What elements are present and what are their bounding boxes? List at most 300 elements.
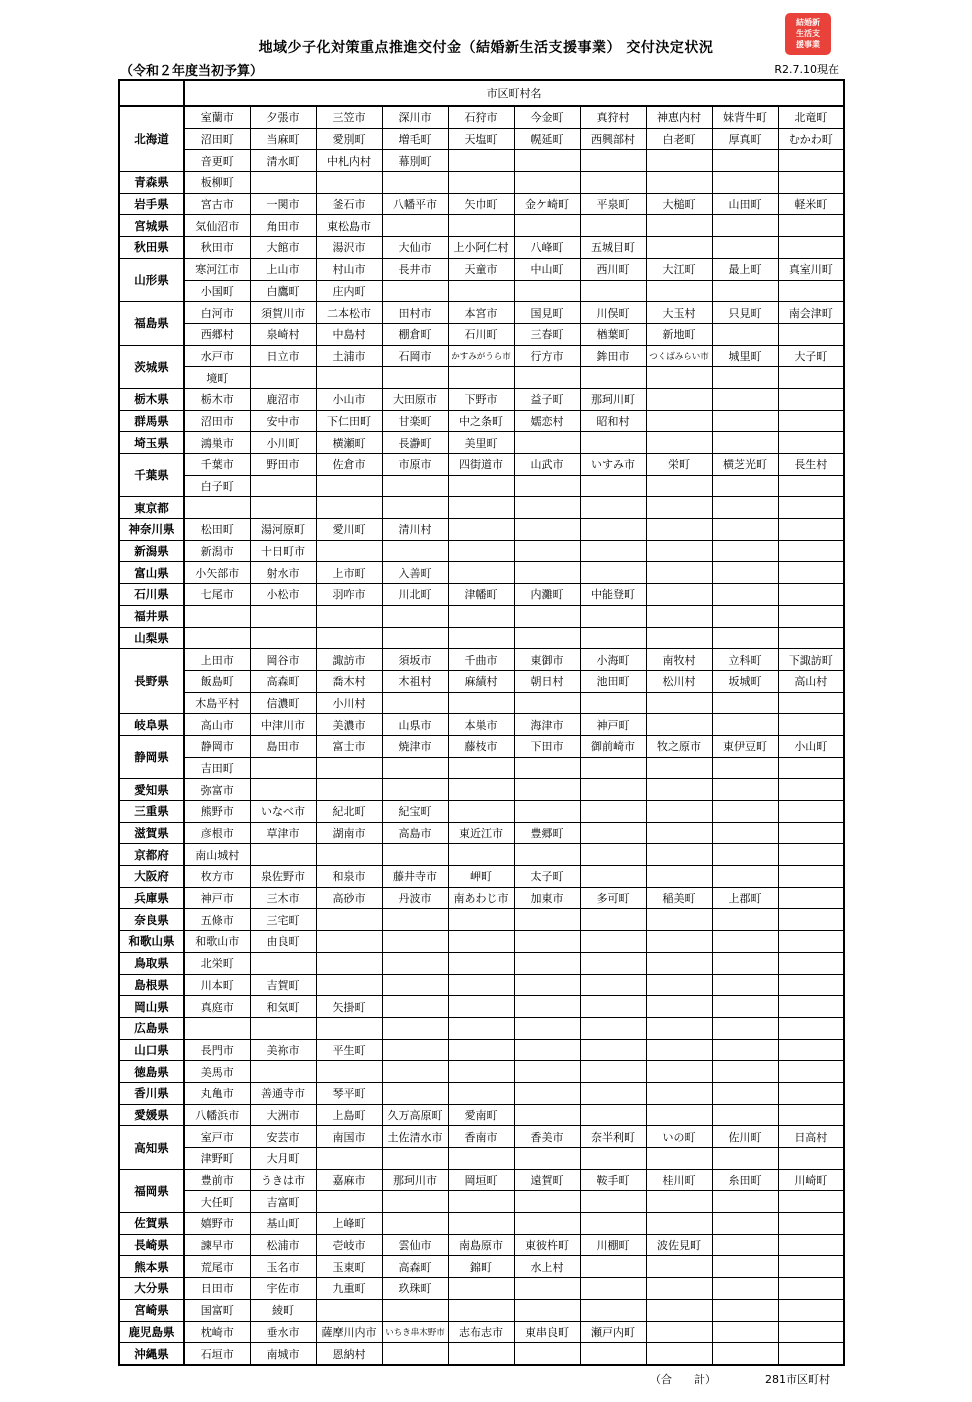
municipality-cell: 東串良町 — [514, 1321, 580, 1343]
municipality-cell: 上郡町 — [712, 887, 778, 909]
municipality-cell — [778, 584, 844, 606]
table-row — [119, 735, 844, 757]
municipality-cell — [712, 410, 778, 432]
municipality-cell: 基山町 — [250, 1213, 316, 1235]
prefecture-name: 長崎県 — [119, 1234, 184, 1256]
municipality-cell — [514, 519, 580, 541]
municipality-cell — [514, 1082, 580, 1104]
municipality-cell: 吉賀町 — [250, 974, 316, 996]
municipality-cell — [448, 1343, 514, 1365]
municipality-cell: 羽咋市 — [316, 584, 382, 606]
prefecture-name: 愛媛県 — [119, 1104, 184, 1126]
municipality-cell: 多可町 — [580, 887, 646, 909]
municipality-cell — [382, 605, 448, 627]
municipality-cell: 愛川町 — [316, 519, 382, 541]
municipality-cell: 沼田市 — [184, 410, 250, 432]
municipality-cell: 岡垣町 — [448, 1169, 514, 1191]
municipality-cell: 牧之原市 — [646, 735, 712, 757]
municipality-cell: 糸田町 — [712, 1169, 778, 1191]
prefecture-name: 兵庫県 — [119, 887, 184, 909]
stamp-line: 結婚新 — [796, 18, 820, 27]
municipality-cell: 水上村 — [514, 1256, 580, 1278]
as-of-date: R2.7.10現在 — [774, 63, 839, 76]
municipality-cell: 日高村 — [778, 1126, 844, 1148]
municipality-cell — [646, 410, 712, 432]
municipality-cell — [250, 779, 316, 801]
municipality-cell — [646, 1148, 712, 1170]
municipality-cell — [382, 779, 448, 801]
municipality-cell: 波佐見町 — [646, 1234, 712, 1256]
municipality-cell: 川棚町 — [580, 1234, 646, 1256]
document-title: 地域少子化対策重点推進交付金（結婚新生活支援事業） 交付決定状況 — [258, 40, 714, 56]
table-row — [119, 150, 844, 172]
municipality-cell — [778, 714, 844, 736]
municipality-cell — [448, 627, 514, 649]
municipality-cell: 音更町 — [184, 150, 250, 172]
municipality-cell: 一関市 — [250, 193, 316, 215]
municipality-cell — [448, 931, 514, 953]
municipality-cell — [316, 1061, 382, 1083]
municipality-cell — [646, 388, 712, 410]
municipality-cell — [382, 1191, 448, 1213]
municipality-cell — [712, 432, 778, 454]
municipality-cell: 愛南町 — [448, 1104, 514, 1126]
municipality-cell — [316, 172, 382, 194]
municipality-cell — [250, 1017, 316, 1039]
table-row — [119, 172, 844, 194]
municipality-cell: 藤枝市 — [448, 735, 514, 757]
municipality-cell — [448, 692, 514, 714]
municipality-cell — [646, 801, 712, 823]
municipality-cell: 本巣市 — [448, 714, 514, 736]
municipality-cell: 朝日村 — [514, 670, 580, 692]
municipality-cell: 玖珠町 — [382, 1278, 448, 1300]
municipality-cell: 佐川町 — [712, 1126, 778, 1148]
municipality-cell: 国富町 — [184, 1299, 250, 1321]
municipality-cell — [382, 367, 448, 389]
municipality-cell — [250, 475, 316, 497]
municipality-cell: 南国市 — [316, 1126, 382, 1148]
municipality-cell — [778, 237, 844, 259]
municipality-cell: 長門市 — [184, 1039, 250, 1061]
municipality-cell — [646, 952, 712, 974]
municipality-cell — [448, 475, 514, 497]
municipality-cell — [712, 931, 778, 953]
municipality-cell — [316, 1148, 382, 1170]
municipality-cell: 最上町 — [712, 258, 778, 280]
prefecture-name: 埼玉県 — [119, 432, 184, 454]
municipality-cell — [580, 974, 646, 996]
prefecture-name: 京都府 — [119, 844, 184, 866]
municipality-cell: 志布志市 — [448, 1321, 514, 1343]
municipality-cell: 新潟市 — [184, 540, 250, 562]
municipality-cell: 増毛町 — [382, 128, 448, 150]
municipality-cell: 南島原市 — [448, 1234, 514, 1256]
municipality-cell: 田村市 — [382, 302, 448, 324]
municipality-cell — [316, 497, 382, 519]
municipality-cell — [514, 779, 580, 801]
table-row — [119, 1234, 844, 1256]
municipality-cell — [184, 497, 250, 519]
municipality-cell — [580, 931, 646, 953]
municipality-cell — [580, 1061, 646, 1083]
prefecture-name: 北海道 — [119, 106, 184, 172]
municipality-cell: 壱岐市 — [316, 1234, 382, 1256]
municipality-cell — [448, 757, 514, 779]
municipality-cell — [712, 1104, 778, 1126]
municipality-cell — [646, 692, 712, 714]
municipality-cell — [382, 757, 448, 779]
municipality-cell — [580, 1039, 646, 1061]
municipality-cell — [382, 692, 448, 714]
municipality-cell: 瀬戸内町 — [580, 1321, 646, 1343]
municipality-cell — [316, 974, 382, 996]
municipality-cell: 恩納村 — [316, 1343, 382, 1365]
municipality-cell: 射水市 — [250, 562, 316, 584]
municipality-cell: 釜石市 — [316, 193, 382, 215]
prefecture-name: 福島県 — [119, 302, 184, 345]
municipality-cell — [646, 1299, 712, 1321]
municipality-cell — [316, 540, 382, 562]
municipality-cell — [448, 367, 514, 389]
municipality-cell: 雲仙市 — [382, 1234, 448, 1256]
municipality-cell — [580, 280, 646, 302]
municipality-cell — [580, 540, 646, 562]
municipality-cell: 湯河原町 — [250, 519, 316, 541]
municipality-cell: 枚方市 — [184, 866, 250, 888]
municipality-cell: 入善町 — [382, 562, 448, 584]
municipality-cell — [514, 1061, 580, 1083]
municipality-cell — [514, 627, 580, 649]
municipality-cell — [250, 844, 316, 866]
municipality-cell: 川本町 — [184, 974, 250, 996]
stamp-line: 生活支 — [796, 29, 820, 38]
municipality-cell — [646, 996, 712, 1018]
municipality-cell: 益子町 — [514, 388, 580, 410]
municipality-cell: 沼田町 — [184, 128, 250, 150]
municipality-cell — [448, 1082, 514, 1104]
budget-subtitle: （令和２年度当初予算） — [120, 64, 264, 79]
municipality-cell — [646, 367, 712, 389]
municipality-cell: 東近江市 — [448, 822, 514, 844]
municipality-cell: 南牧村 — [646, 649, 712, 671]
prefecture-name: 千葉県 — [119, 454, 184, 497]
municipality-cell: 松田町 — [184, 519, 250, 541]
table-row — [119, 106, 844, 128]
municipality-cell — [580, 519, 646, 541]
municipality-cell: 三笠市 — [316, 106, 382, 128]
municipality-cell — [382, 1299, 448, 1321]
municipality-cell — [184, 627, 250, 649]
municipality-cell — [646, 215, 712, 237]
table-row — [119, 519, 844, 541]
table-row — [119, 779, 844, 801]
table-row — [119, 540, 844, 562]
municipality-cell: 上田市 — [184, 649, 250, 671]
municipality-cell: 七尾市 — [184, 584, 250, 606]
municipality-cell — [184, 1017, 250, 1039]
municipality-cell: 木祖村 — [382, 670, 448, 692]
municipality-cell — [382, 1343, 448, 1365]
municipality-cell: 彦根市 — [184, 822, 250, 844]
municipality-cell — [646, 1191, 712, 1213]
municipality-cell: 富士市 — [316, 735, 382, 757]
municipality-cell — [382, 952, 448, 974]
municipality-cell — [778, 952, 844, 974]
municipality-cell — [646, 714, 712, 736]
municipality-cell: 三木市 — [250, 887, 316, 909]
municipality-cell — [514, 952, 580, 974]
table-row — [119, 931, 844, 953]
municipality-cell — [646, 931, 712, 953]
municipality-cell: 諏訪市 — [316, 649, 382, 671]
municipality-cell — [514, 1343, 580, 1365]
table-row — [119, 866, 844, 888]
table-row — [119, 844, 844, 866]
municipality-cell — [712, 605, 778, 627]
municipality-cell: 真狩村 — [580, 106, 646, 128]
municipality-cell — [778, 757, 844, 779]
municipality-cell: 室戸市 — [184, 1126, 250, 1148]
municipality-cell — [448, 844, 514, 866]
municipality-cell — [778, 1234, 844, 1256]
table-row — [119, 1082, 844, 1104]
municipality-cell: 加東市 — [514, 887, 580, 909]
municipality-cell: 上山市 — [250, 258, 316, 280]
municipality-cell: 嬉野市 — [184, 1213, 250, 1235]
municipality-cell: 東伊豆町 — [712, 735, 778, 757]
municipality-cell — [712, 237, 778, 259]
municipality-cell — [646, 1039, 712, 1061]
municipality-cell — [382, 1061, 448, 1083]
prefecture-name: 福岡県 — [119, 1169, 184, 1212]
municipality-cell: 東松島市 — [316, 215, 382, 237]
municipality-cell — [712, 779, 778, 801]
municipality-cell: 栃木市 — [184, 388, 250, 410]
prefecture-name: 鳥取県 — [119, 952, 184, 974]
municipality-cell — [514, 1039, 580, 1061]
municipality-cell: 善通寺市 — [250, 1082, 316, 1104]
municipality-cell: つくばみらい市 — [646, 345, 712, 367]
municipality-cell: 栄町 — [646, 454, 712, 476]
municipality-cell: 真室川町 — [778, 258, 844, 280]
municipality-cell: 玉東町 — [316, 1256, 382, 1278]
municipality-cell: 中山町 — [514, 258, 580, 280]
municipality-cell: 石垣市 — [184, 1343, 250, 1365]
municipality-cell — [646, 497, 712, 519]
municipality-cell: 幕別町 — [382, 150, 448, 172]
municipality-cell — [712, 475, 778, 497]
municipality-cell — [184, 605, 250, 627]
municipality-cell: 香美市 — [514, 1126, 580, 1148]
municipality-cell — [712, 1061, 778, 1083]
municipality-cell — [514, 692, 580, 714]
municipality-cell: 佐倉市 — [316, 454, 382, 476]
municipality-cell: 清水町 — [250, 150, 316, 172]
municipality-cell: 豊前市 — [184, 1169, 250, 1191]
municipality-cell: 長井市 — [382, 258, 448, 280]
municipality-cell: 五條市 — [184, 909, 250, 931]
municipality-cell: 川崎町 — [778, 1169, 844, 1191]
municipality-cell — [514, 844, 580, 866]
municipality-cell: 鞍手町 — [580, 1169, 646, 1191]
table-row — [119, 1299, 844, 1321]
municipality-cell: 太子町 — [514, 866, 580, 888]
municipality-cell — [448, 974, 514, 996]
table-row — [119, 497, 844, 519]
municipality-cell — [778, 1278, 844, 1300]
municipality-cell — [778, 844, 844, 866]
municipality-cell — [316, 844, 382, 866]
municipality-cell — [382, 996, 448, 1018]
municipality-cell — [646, 1278, 712, 1300]
municipality-cell — [646, 627, 712, 649]
municipality-cell — [250, 172, 316, 194]
municipality-cell — [448, 996, 514, 1018]
municipality-cell: 丹波市 — [382, 887, 448, 909]
municipality-cell: 八幡平市 — [382, 193, 448, 215]
table-row — [119, 1169, 844, 1191]
municipality-cell — [382, 172, 448, 194]
municipality-cell — [712, 562, 778, 584]
municipality-cell — [448, 1213, 514, 1235]
municipality-cell: 甘楽町 — [382, 410, 448, 432]
municipality-cell — [778, 280, 844, 302]
municipality-cell — [580, 1256, 646, 1278]
municipality-cell: 安中市 — [250, 410, 316, 432]
municipality-cell — [382, 1017, 448, 1039]
prefecture-name: 沖縄県 — [119, 1343, 184, 1365]
municipality-cell — [712, 1299, 778, 1321]
municipality-cell — [250, 627, 316, 649]
municipality-cell: 泉佐野市 — [250, 866, 316, 888]
prefecture-header — [119, 80, 184, 106]
municipality-cell — [514, 432, 580, 454]
municipality-cell: 市原市 — [382, 454, 448, 476]
municipality-cell: 北竜町 — [778, 106, 844, 128]
municipality-cell: 小山市 — [316, 388, 382, 410]
table-row — [119, 454, 844, 476]
municipality-cell: 角田市 — [250, 215, 316, 237]
table-row — [119, 258, 844, 280]
municipality-cell: 美祢市 — [250, 1039, 316, 1061]
municipality-cell: 小海町 — [580, 649, 646, 671]
municipality-cell: 高森町 — [250, 670, 316, 692]
municipality-cell — [646, 974, 712, 996]
municipality-cell — [778, 801, 844, 823]
municipality-cell: 妹背牛町 — [712, 106, 778, 128]
table-row — [119, 410, 844, 432]
municipality-cell — [778, 909, 844, 931]
municipality-cell: 諫早市 — [184, 1234, 250, 1256]
municipality-cell: 寒河江市 — [184, 258, 250, 280]
municipality-cell: 山武市 — [514, 454, 580, 476]
municipality-cell — [580, 1104, 646, 1126]
municipality-cell: 今金町 — [514, 106, 580, 128]
municipality-cell: 真庭市 — [184, 996, 250, 1018]
municipality-cell: 幌延町 — [514, 128, 580, 150]
prefecture-name: 富山県 — [119, 562, 184, 584]
municipality-cell: 中島村 — [316, 323, 382, 345]
municipality-cell — [712, 1039, 778, 1061]
municipality-cell — [778, 388, 844, 410]
municipality-cell: 飯島町 — [184, 670, 250, 692]
municipality-cell — [382, 540, 448, 562]
municipality-cell: 薩摩川内市 — [316, 1321, 382, 1343]
municipality-cell: 気仙沼市 — [184, 215, 250, 237]
municipality-cell — [448, 280, 514, 302]
municipality-cell — [712, 1148, 778, 1170]
table-row — [119, 1191, 844, 1213]
municipality-table — [118, 79, 845, 1366]
municipality-cell: 麻績村 — [448, 670, 514, 692]
municipality-cell — [448, 1061, 514, 1083]
municipality-cell — [580, 150, 646, 172]
table-row — [119, 670, 844, 692]
municipality-cell — [382, 1082, 448, 1104]
table-row — [119, 1343, 844, 1365]
municipality-cell: 上市町 — [316, 562, 382, 584]
municipality-cell — [778, 540, 844, 562]
municipality-cell — [382, 1148, 448, 1170]
prefecture-name: 山梨県 — [119, 627, 184, 649]
municipality-cell — [778, 887, 844, 909]
municipality-cell: 紀北町 — [316, 801, 382, 823]
municipality-cell: 四街道市 — [448, 454, 514, 476]
municipality-cell: 池田町 — [580, 670, 646, 692]
municipality-cell: 小山町 — [778, 735, 844, 757]
municipality-cell — [514, 215, 580, 237]
municipality-cell — [712, 280, 778, 302]
municipality-cell: 由良町 — [250, 931, 316, 953]
municipality-cell — [646, 779, 712, 801]
municipality-cell: 美濃市 — [316, 714, 382, 736]
municipality-cell — [712, 540, 778, 562]
municipality-cell — [448, 952, 514, 974]
municipality-cell: 厚真町 — [712, 128, 778, 150]
municipality-cell: 泉崎村 — [250, 323, 316, 345]
municipality-cell: 嘉麻市 — [316, 1169, 382, 1191]
municipality-cell: 大玉村 — [646, 302, 712, 324]
municipality-cell: 津野町 — [184, 1148, 250, 1170]
table-row — [119, 128, 844, 150]
municipality-cell: 大江町 — [646, 258, 712, 280]
prefecture-name: 岐阜県 — [119, 714, 184, 736]
municipality-cell: 平泉町 — [580, 193, 646, 215]
municipality-cell: 小松市 — [250, 584, 316, 606]
municipality-cell: 長瀞町 — [382, 432, 448, 454]
prefecture-name: 佐賀県 — [119, 1213, 184, 1235]
stamp-line: 援事業 — [796, 40, 820, 49]
prefecture-name: 福井県 — [119, 605, 184, 627]
municipality-cell: 矢掛町 — [316, 996, 382, 1018]
prefecture-name: 大分県 — [119, 1278, 184, 1300]
municipality-cell: 軽米町 — [778, 193, 844, 215]
municipality-cell: 島田市 — [250, 735, 316, 757]
municipality-cell — [382, 627, 448, 649]
municipality-cell: いなべ市 — [250, 801, 316, 823]
table-row — [119, 193, 844, 215]
municipality-cell — [646, 757, 712, 779]
municipality-cell: 野田市 — [250, 454, 316, 476]
municipality-cell: 千葉市 — [184, 454, 250, 476]
municipality-cell — [316, 605, 382, 627]
municipality-cell: 岬町 — [448, 866, 514, 888]
municipality-cell: 桂川町 — [646, 1169, 712, 1191]
municipality-cell: 高島市 — [382, 822, 448, 844]
municipality-cell: 丸亀市 — [184, 1082, 250, 1104]
municipality-cell — [514, 562, 580, 584]
